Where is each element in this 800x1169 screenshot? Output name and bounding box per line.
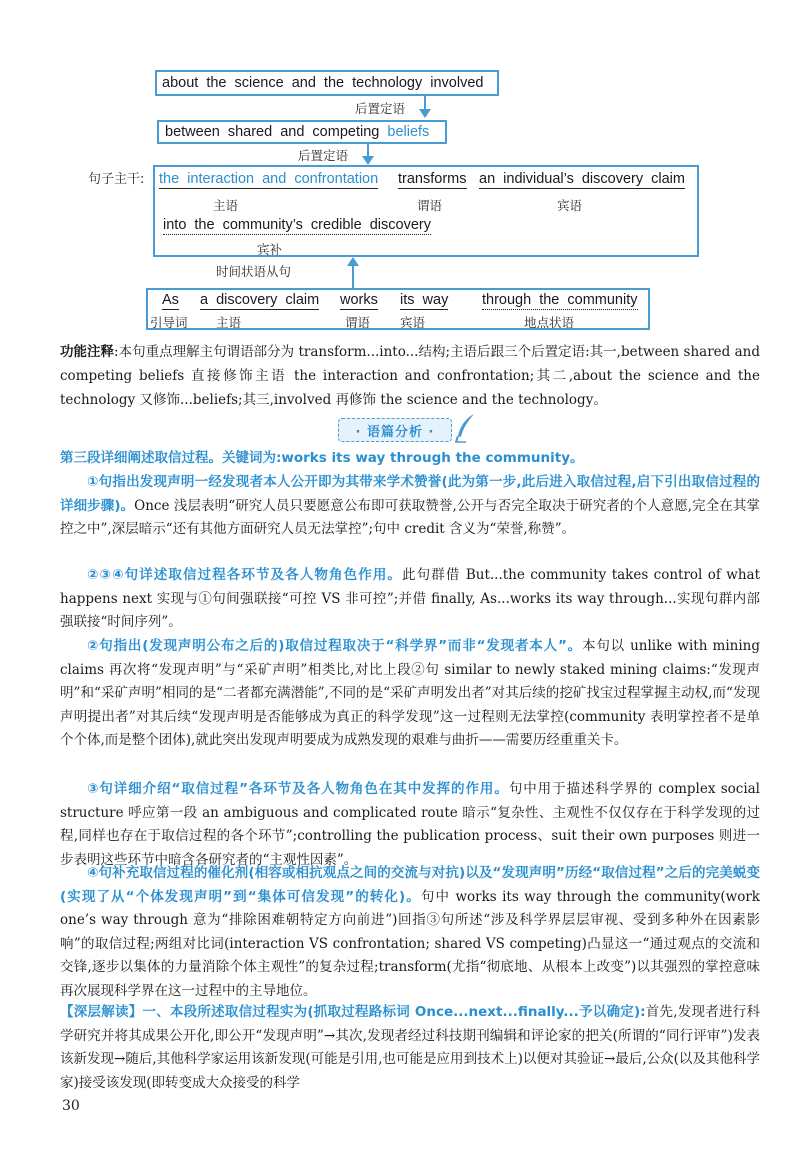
role-clause-verb: 谓语 bbox=[345, 315, 371, 330]
verb-text: transforms bbox=[398, 171, 467, 187]
analysis-p5-text: 句中 works its way through the community(work one’s way through 意为“排除困难朝特定方向前进”)回指③句所述“涉及科学界层层审视、受到多种外在因素影响”的取信过程;两组对比词(interaction VS confrontation; shared VS competing)凸显这一“通过观点的交流和交锋,逐步以集体的力量消除个体主观性”的复杂过程;transform(尤指“彻底地、从根本上改变”)以其强烈的掌控意味再次展现科学界在这一过程中的主导地位。 bbox=[60, 888, 760, 999]
role-subject: 主语 bbox=[213, 198, 239, 213]
role-complement: 宾补 bbox=[257, 242, 283, 257]
role-clause-object: 宾语 bbox=[400, 315, 426, 330]
analysis-p4 bbox=[60, 778, 760, 872]
discourse-analysis-banner bbox=[338, 418, 452, 442]
label-postpositive-1: 后置定语 bbox=[355, 101, 406, 116]
adverbial-clause-box bbox=[146, 288, 650, 330]
analysis-p2-text: 此句群借 But...the community takes control of what happens next 实现与①句间强联接“可控 VS 非可控”;并借 finally, As...works its way through...实现句群内部强联接“时间序列”。 bbox=[60, 567, 760, 630]
analysis-p3 bbox=[60, 635, 760, 753]
page-number: 30 bbox=[62, 1098, 80, 1114]
role-verb: 谓语 bbox=[417, 198, 443, 213]
function-note-text: :本句重点理解主句谓语部分为 transform...into...结构;主语后跟三个后置定语:其一,between shared and competing beliefs 直接修饰主语 the interaction and confrontation;其二,about the science and the technology 又修饰...beliefs;其三,involved 再修饰 the science and the technology。 bbox=[60, 344, 760, 408]
adverbial-clause-label: 时间状语从句 bbox=[216, 264, 292, 279]
role-object: 宾语 bbox=[557, 198, 583, 213]
analysis-p3-lead: ②句指出(发现声明公布之后的)取信过程取决于“科学界”而非“发现者本人”。 bbox=[87, 638, 582, 654]
function-note bbox=[60, 340, 760, 412]
label-postpositive-2: 后置定语 bbox=[298, 148, 349, 163]
analysis-p3-text: 本句以 unlike with mining claims 再次将“发现声明”与“采矿声明”相类比,对比上段②句 similar to newly staked mining claims:“发现声明”和“采矿声明”相同的是“二者都充满潜能”,不同的是“采矿声明发出者”对其后续的挖矿找宝过程掌握主动权,而“发现声明提出者”对其后续“发现声明是否能够成为真正的科学发现”这一过程则无法掌控(community 表明掌控者不是单个个体,而是整个团体),就此突出发现声明要成为成熟发现的艰难与曲折——需要历经重重关卡。 bbox=[60, 638, 760, 748]
analysis-p6 bbox=[60, 1001, 760, 1095]
arrow-2-head bbox=[362, 156, 374, 165]
analysis-p5-lead: ④句补充取信过程的催化剂(相容或相抗观点之间的交流与对抗)以及“发现声明”历经“取信过程”之后的完美蜕变(实现了从“个体发现声明”到“集体可信发现”的转化)。 bbox=[60, 865, 760, 905]
clause-adverbial: through the community bbox=[482, 292, 638, 308]
subject-text: the interaction and confrontation bbox=[159, 171, 379, 187]
analysis-p2 bbox=[60, 564, 760, 635]
function-note-label: 功能注释 bbox=[60, 344, 115, 360]
clause-verb: works bbox=[340, 292, 378, 308]
modifier-2-text bbox=[165, 124, 429, 140]
clause-object: its way bbox=[400, 292, 449, 308]
role-clause-subject: 主语 bbox=[216, 315, 242, 330]
analysis-p6-text: 首先,发现者进行科学研究并将其成果公开化,即公开“发现声明”→其次,发现者经过科技期刊编辑和评论家的把关(所谓的“同行评审”)发表该新发现→随后,其他科学家运用该新发现(可能是引用,也可能是应用到技术上)以便对其验证→最后,公众(以及其他科学家)接受该发现(即转变成大众接受的科学 bbox=[60, 1004, 760, 1091]
complement-text: into the community’s credible discovery bbox=[163, 217, 431, 233]
clause-subject: a discovery claim bbox=[200, 292, 320, 308]
modifier-box-1 bbox=[155, 70, 499, 96]
analysis-p4-lead: ③句详细介绍“取信过程”各环节及各人物角色在其中发挥的作用。 bbox=[87, 781, 509, 797]
main-clause-box bbox=[153, 165, 699, 257]
role-clause-adverbial: 地点状语 bbox=[524, 315, 575, 330]
analysis-p6-lead: 【深层解读】一、本段所述取信过程实为(抓取过程路标词 Once...next...finally...予以确定): bbox=[60, 1004, 646, 1020]
analysis-p1-text: Once 浅层表明“研究人员只要愿意公布即可获取赞誉,公开与否完全取决于研究者的个人意愿,完全在其掌控之中”,深层暗示“还有其他方面研究人员无法掌控”;句中 credit 含义为“荣誉,称赞”。 bbox=[60, 497, 760, 537]
banner-text: · 语篇分析 · bbox=[355, 424, 435, 440]
arrow-1-head bbox=[419, 109, 431, 118]
role-as: 引导词 bbox=[150, 315, 188, 330]
analysis-p1 bbox=[60, 471, 760, 542]
main-clause-label: 句子主干: bbox=[88, 172, 145, 187]
analysis-p2-lead: ②③④句详述取信过程各环节及各人物角色作用。 bbox=[87, 567, 403, 583]
modifier-box-2 bbox=[157, 120, 447, 144]
analysis-p5 bbox=[60, 862, 760, 1003]
modifier-2-main: between shared and competing bbox=[165, 124, 380, 140]
modifier-2-blue: beliefs bbox=[387, 124, 430, 140]
analysis-p1-lead: ①句指出发现声明一经发现者本人公开即为其带来学术赞誉(此为第一步,此后进入取信过程,启下引出取信过程的详细步骤)。 bbox=[60, 474, 760, 514]
analysis-p0-lead: 第三段详细阐述取信过程。关键词为:works its way through the community。 bbox=[60, 450, 584, 466]
analysis-p0 bbox=[60, 447, 760, 471]
analysis-p4-text: 句中用于描述科学界的 complex social structure 呼应第一段 an ambiguous and complicated route 暗示“复杂性、主观性不仅仅存在于科学发现的过程,同样也存在于取信过程的各个环节”;controlling the publication process、suit their own purposes 则进一步表明这些环节中暗含各研究者的“主观性因素”。 bbox=[60, 781, 760, 868]
clause-as: As bbox=[162, 292, 179, 308]
arrow-3 bbox=[352, 265, 354, 288]
quill-pen-icon bbox=[452, 412, 478, 444]
modifier-1-text: about the science and the technology involved bbox=[162, 75, 484, 91]
object-text: an individual’s discovery claim bbox=[479, 171, 685, 187]
